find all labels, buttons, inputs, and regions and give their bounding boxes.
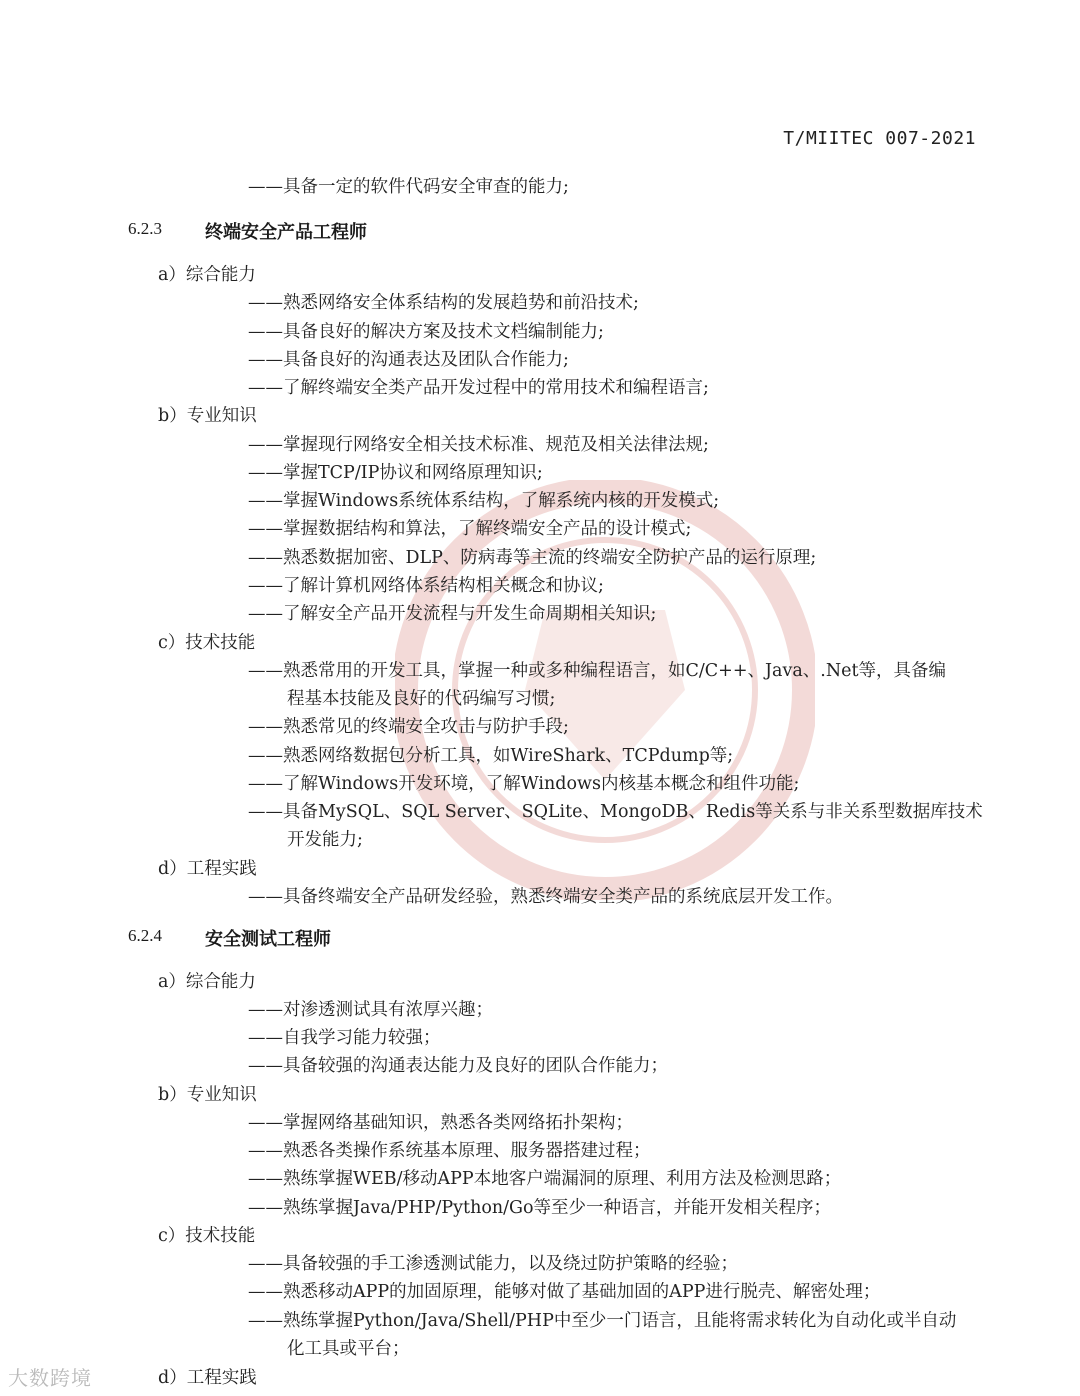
group-label: a）综合能力 xyxy=(158,265,256,285)
section-title: 安全测试工程师 xyxy=(205,929,331,950)
list-item: ——熟悉网络数据包分析工具，如WireShark、TCPdump等; xyxy=(248,746,734,766)
section-number: 6.2.3 xyxy=(128,219,162,238)
group-label: d）工程实践 xyxy=(158,1368,257,1388)
group-label: c）技术技能 xyxy=(158,633,256,653)
footer-watermark: 大数跨境 xyxy=(8,1366,92,1390)
list-item: ——熟悉移动APP的加固原理，能够对做了基础加固的APP进行脱壳、解密处理； xyxy=(248,1282,881,1302)
list-item: ——熟练掌握Java/PHP/Python/Go等至少一种语言，并能开发相关程序； xyxy=(248,1198,832,1218)
group-label: b）专业知识 xyxy=(158,406,257,426)
list-item: ——具备终端安全产品研发经验，熟悉终端安全类产品的系统底层开发工作。 xyxy=(248,887,843,907)
list-item: ——掌握现行网络安全相关技术标准、规范及相关法律法规; xyxy=(248,435,709,455)
list-item: ——熟练掌握Python/Java/Shell/PHP中至少一门语言，且能将需求转化为自动化或半自动 xyxy=(248,1311,957,1331)
list-item: ——掌握数据结构和算法，了解终端安全产品的设计模式; xyxy=(248,519,692,539)
list-item: ——熟悉网络安全体系结构的发展趋势和前沿技术; xyxy=(248,293,639,313)
list-item: ——具备MySQL、SQL Server、SQLite、MongoDB、Redis等关系与非关系型数据库技术 xyxy=(248,802,983,822)
group-label: b）专业知识 xyxy=(158,1085,257,1105)
list-item: ——具备良好的解决方案及技术文档编制能力; xyxy=(248,322,604,342)
list-item: ——具备较强的沟通表达能力及良好的团队合作能力； xyxy=(248,1056,668,1076)
list-item: ——自我学习能力较强； xyxy=(248,1028,441,1048)
list-item: ——对渗透测试具有浓厚兴趣； xyxy=(248,1000,493,1020)
list-item-continuation: 化工具或平台； xyxy=(287,1339,410,1359)
section-title: 终端安全产品工程师 xyxy=(205,222,367,243)
list-item: ——了解终端安全类产品开发过程中的常用技术和编程语言; xyxy=(248,378,709,398)
list-item-continuation: 开发能力; xyxy=(287,830,363,850)
list-item: ——了解计算机网络体系结构相关概念和协议; xyxy=(248,576,604,596)
list-item: ——熟悉各类操作系统基本原理、服务器搭建过程； xyxy=(248,1141,651,1161)
list-item: ——熟悉常用的开发工具，掌握一种或多种编程语言，如C/C++、Java、.Net等，具备编 xyxy=(248,661,947,681)
list-item: ——掌握Windows系统体系结构，了解系统内核的开发模式; xyxy=(248,491,720,511)
group-label: c）技术技能 xyxy=(158,1226,256,1246)
section-number: 6.2.4 xyxy=(128,926,162,945)
intro-line: ——具备一定的软件代码安全审查的能力; xyxy=(248,177,569,197)
list-item: ——了解Windows开发环境，了解Windows内核基本概念和组件功能; xyxy=(248,774,800,794)
list-item: ——掌握TCP/IP协议和网络原理知识; xyxy=(248,463,543,483)
list-item: ——熟悉数据加密、DLP、防病毒等主流的终端安全防护产品的运行原理; xyxy=(248,548,817,568)
list-item: ——具备良好的沟通表达及团队合作能力; xyxy=(248,350,569,370)
list-item-continuation: 程基本技能及良好的代码编写习惯; xyxy=(287,689,556,709)
list-item: ——熟练掌握WEB/移动APP本地客户端漏洞的原理、利用方法及检测思路； xyxy=(248,1169,842,1189)
group-label: a）综合能力 xyxy=(158,972,256,992)
page-header-code: T/MIITEC 007-2021 xyxy=(783,128,976,149)
group-label: d）工程实践 xyxy=(158,859,257,879)
list-item: ——了解安全产品开发流程与开发生命周期相关知识; xyxy=(248,604,657,624)
list-item: ——掌握网络基础知识，熟悉各类网络拓扑架构； xyxy=(248,1113,633,1133)
list-item: ——具备较强的手工渗透测试能力，以及绕过防护策略的经验； xyxy=(248,1254,738,1274)
list-item: ——熟悉常见的终端安全攻击与防护手段; xyxy=(248,717,569,737)
